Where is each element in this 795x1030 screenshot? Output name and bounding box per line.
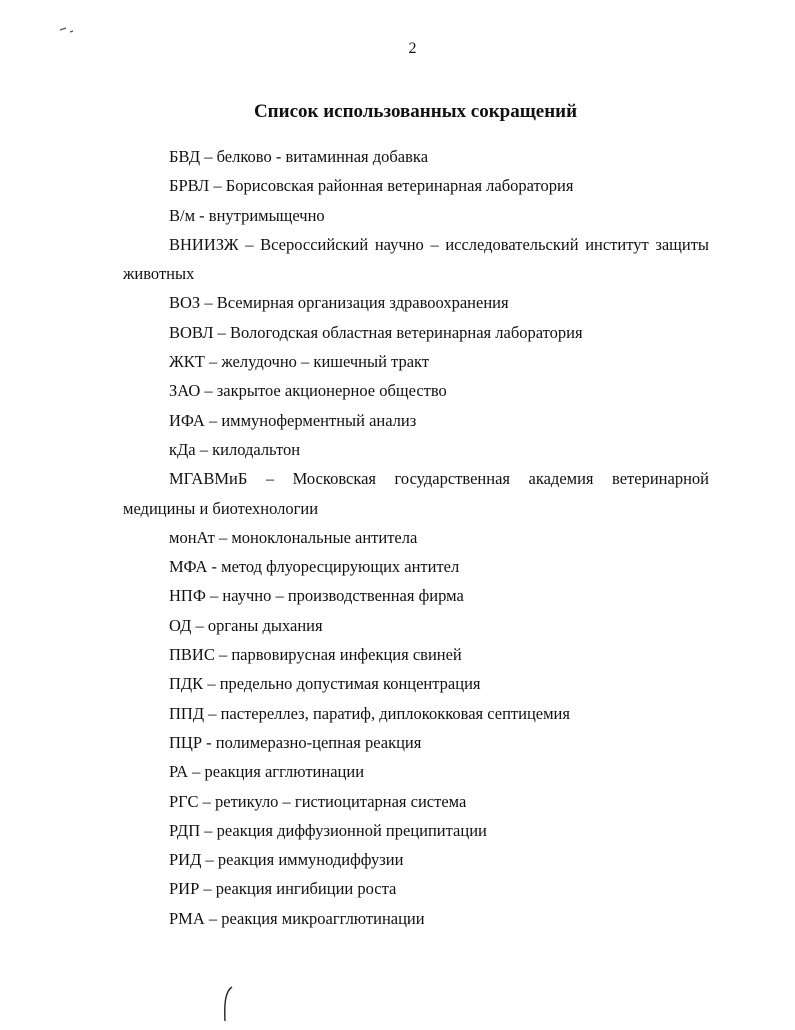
abbreviation-term: РГС [169, 791, 199, 811]
abbreviation-separator: – [187, 762, 205, 782]
abbreviation-entry [123, 845, 709, 874]
abbreviation-separator: – [214, 527, 232, 547]
abbreviation-term: ППД [169, 703, 205, 723]
abbreviation-separator: – [214, 645, 232, 665]
abbreviation-entry [123, 552, 709, 581]
abbreviation-definition: парвовирусная инфекция свиней [231, 645, 462, 665]
abbreviation-term: В/м [169, 205, 196, 225]
abbreviation-term: БРВЛ [169, 176, 210, 196]
abbreviation-definition: моноклональные антитела [231, 527, 418, 547]
abbreviation-definition: реакция микроагглютинации [221, 908, 425, 928]
abbreviation-term: РМА [169, 908, 205, 928]
abbreviation-separator: – [200, 293, 217, 313]
abbreviation-entry [123, 640, 709, 669]
abbreviation-term: РА [169, 762, 188, 782]
abbreviation-term: РИР [169, 879, 200, 899]
abbreviation-entry [123, 406, 709, 435]
abbreviation-definition: Всероссийский научно – исследовательский институт защиты животных [123, 234, 709, 284]
abbreviation-definition: ретикуло – гистиоцитарная система [215, 791, 467, 811]
abbreviation-separator: – [191, 615, 208, 635]
abbreviation-definition: реакция диффузионной преципитации [216, 820, 487, 840]
abbreviation-entry [123, 318, 709, 347]
abbreviation-entry [123, 611, 709, 640]
abbreviation-entry [123, 347, 709, 376]
page-title: Список использованных сокращений [253, 101, 578, 122]
abbreviation-separator: - [202, 732, 216, 752]
pen-stroke-mark [220, 985, 236, 1030]
abbreviation-definition: Всемирная организация здравоохранения [216, 293, 509, 313]
abbreviation-definition: белково - витаминная добавка [216, 147, 429, 166]
abbreviation-term: ВОЗ [169, 293, 201, 313]
abbreviation-entry [123, 142, 709, 171]
abbreviation-definition: реакция ингибиции роста [215, 879, 397, 899]
abbreviation-definition: Вологодская областная ветеринарная лаборатория [230, 322, 583, 342]
abbreviation-definition: полимеразно-цепная реакция [215, 732, 422, 752]
abbreviation-separator: – [205, 586, 223, 606]
abbreviation-term: ИФА [169, 410, 205, 430]
abbreviation-entry [123, 787, 709, 816]
page-number: 2 [408, 40, 417, 57]
abbreviation-entry [123, 201, 709, 230]
abbreviation-definition: внутримыщечно [208, 205, 325, 225]
abbreviation-entry [123, 230, 709, 289]
abbreviation-entry [123, 171, 709, 200]
abbreviation-separator: - [207, 557, 222, 577]
abbreviation-term: ЖКТ [169, 352, 205, 372]
abbreviation-definition: Борисовская районная ветеринарная лаборатория [225, 176, 574, 196]
abbreviation-separator: – [195, 439, 213, 459]
abbreviation-separator: – [204, 908, 222, 928]
abbreviation-definition: реакция агглютинации [204, 762, 365, 782]
abbreviation-entry [123, 288, 709, 317]
abbreviation-term: кДа [169, 439, 196, 459]
abbreviation-separator: – [201, 850, 218, 870]
abbreviation-separator: – [200, 381, 217, 401]
abbreviation-definition: метод флуоресцирующих антител [221, 557, 460, 577]
abbreviation-definition: реакция иммунодиффузии [217, 850, 404, 870]
abbreviation-separator: – [200, 147, 217, 166]
abbreviation-term: ВОВЛ [169, 322, 214, 342]
abbreviation-definition: иммуноферментный анализ [221, 410, 417, 430]
abbreviation-term: ПВИС [169, 645, 215, 665]
abbreviation-term: ВНИИЗЖ [169, 234, 239, 254]
abbreviation-term: РДП [169, 820, 201, 840]
abbreviation-term: МГАВМиБ [169, 469, 248, 489]
abbreviation-separator: – [199, 879, 216, 899]
abbreviation-separator: – [204, 703, 221, 723]
abbreviation-term: БВД [169, 147, 201, 166]
abbreviation-definition: пастереллез, паратиф, диплококковая септицемия [220, 703, 570, 723]
abbreviation-entry [123, 699, 709, 728]
abbreviation-entry [123, 757, 709, 786]
abbreviation-separator: – [213, 322, 230, 342]
abbreviation-term: монАт [169, 527, 215, 547]
abbreviation-entry [123, 581, 709, 610]
abbreviation-term: ОД [169, 615, 192, 635]
abbreviation-term: ЗАО [169, 381, 201, 401]
abbreviation-entry [123, 874, 709, 903]
abbreviation-definition: Московская государственная академия ветеринарной медицины и биотехнологии [123, 469, 709, 518]
abbreviation-term: ПЦР [169, 732, 203, 752]
abbreviation-separator: – [238, 234, 261, 254]
abbreviation-entry [123, 728, 709, 757]
abbreviation-separator: – [209, 176, 226, 196]
abbreviation-separator: – [204, 352, 222, 372]
abbreviation-list [123, 142, 709, 933]
abbreviation-separator: – [247, 469, 293, 489]
abbreviation-entry [123, 816, 709, 845]
abbreviation-term: ПДК [169, 674, 204, 694]
abbreviation-entry [123, 523, 709, 552]
abbreviation-term: МФА [169, 557, 208, 577]
abbreviation-separator: – [200, 820, 217, 840]
abbreviation-separator: - [195, 205, 209, 225]
abbreviation-entry [123, 435, 709, 464]
abbreviation-separator: – [198, 791, 216, 811]
abbreviation-definition: предельно допустимая концентрация [219, 674, 481, 694]
abbreviation-term: РИД [169, 850, 202, 870]
abbreviation-definition: научно – производственная фирма [222, 586, 464, 606]
abbreviation-entry [123, 376, 709, 405]
abbreviation-entry [123, 669, 709, 698]
abbreviation-term: НПФ [169, 586, 206, 606]
abbreviation-entry [123, 464, 709, 523]
abbreviation-definition: органы дыхания [207, 615, 323, 635]
abbreviation-definition: килодальтон [212, 439, 301, 459]
abbreviation-definition: закрытое акционерное общество [216, 381, 447, 401]
abbreviation-separator: – [204, 410, 222, 430]
abbreviation-definition: желудочно – кишечный тракт [221, 352, 430, 372]
abbreviation-separator: – [203, 674, 220, 694]
abbreviation-entry [123, 904, 709, 933]
